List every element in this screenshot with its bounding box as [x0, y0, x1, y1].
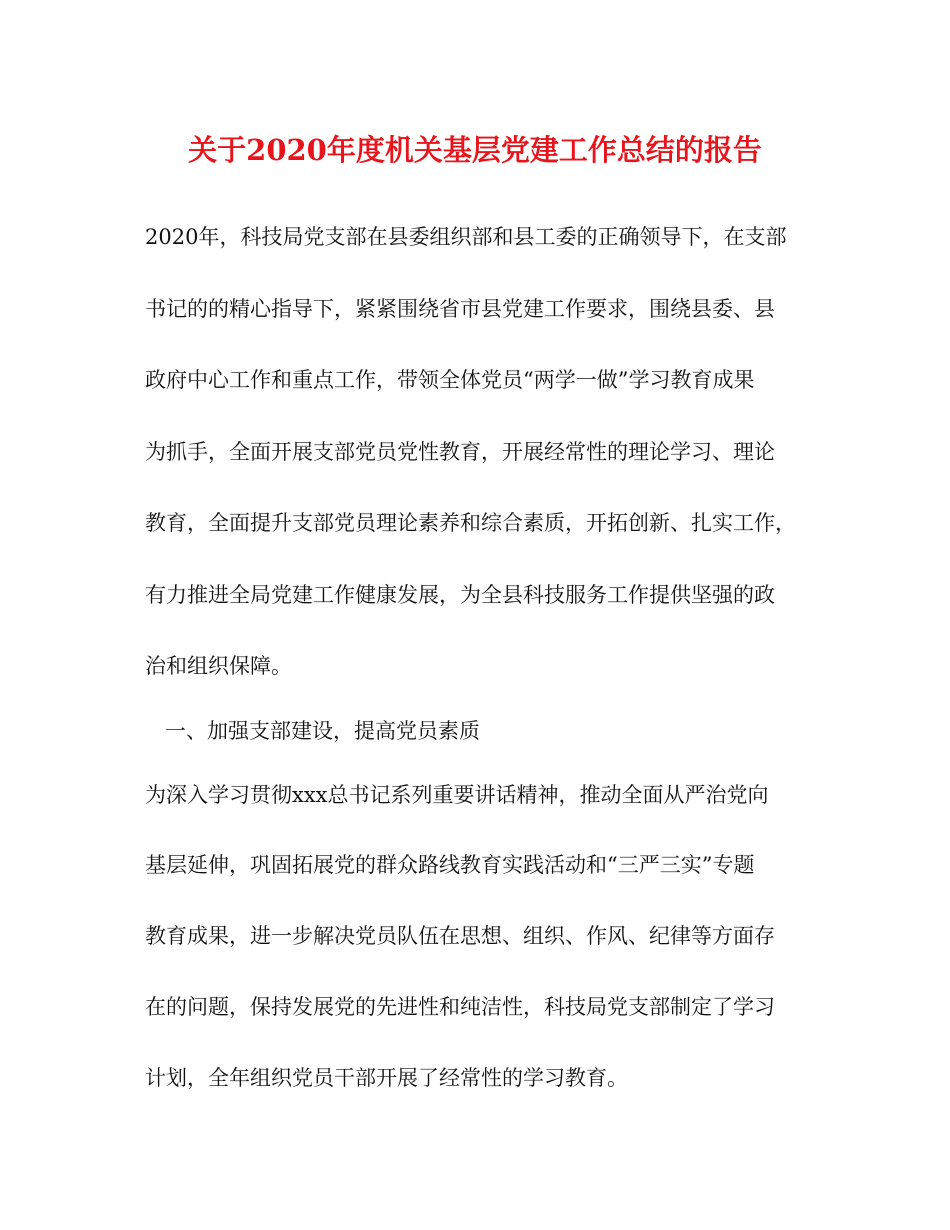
document-title: 关于2020年度机关基层党建工作总结的报告: [188, 133, 762, 167]
paragraph-1-line-7: 治和组织保障。: [145, 654, 292, 678]
paragraph-2-line-1: 为深入学习贯彻xxx总书记系列重要讲话精神，推动全面从严治党向: [145, 783, 769, 807]
paragraph-1-line-5: 教育，全面提升支部党员理论素养和综合素质，开拓创新、扎实工作，: [145, 511, 796, 535]
paragraph-2-line-3: 教育成果，进一步解决党员队伍在思想、组织、作风、纪律等方面存: [145, 924, 775, 948]
paragraph-2-line-2: 基层延伸，巩固拓展党的群众路线教育实践活动和“三严三实”专题: [145, 853, 755, 877]
paragraph-2-line-5: 计划，全年组织党员干部开展了经常性的学习教育。: [145, 1066, 628, 1090]
paragraph-1-line-6: 有力推进全局党建工作健康发展，为全县科技服务工作提供坚强的政: [145, 583, 775, 607]
paragraph-2-line-4: 在的问题，保持发展党的先进性和纯洁性，科技局党支部制定了学习: [145, 995, 775, 1019]
section-heading: 一、加强支部建设，提高党员素质: [165, 719, 480, 743]
paragraph-1-line-1: 2020年，科技局党支部在县委组织部和县工委的正确领导下，在支部: [145, 225, 787, 249]
paragraph-1-line-4: 为抓手，全面开展支部党员党性教育，开展经常性的理论学习、理论: [145, 440, 775, 464]
paragraph-1-line-2: 书记的的精心指导下，紧紧围绕省市县党建工作要求，围绕县委、县: [145, 297, 775, 321]
paragraph-1-line-3: 政府中心工作和重点工作，带领全体党员“两学一做”学习教育成果: [145, 368, 755, 392]
